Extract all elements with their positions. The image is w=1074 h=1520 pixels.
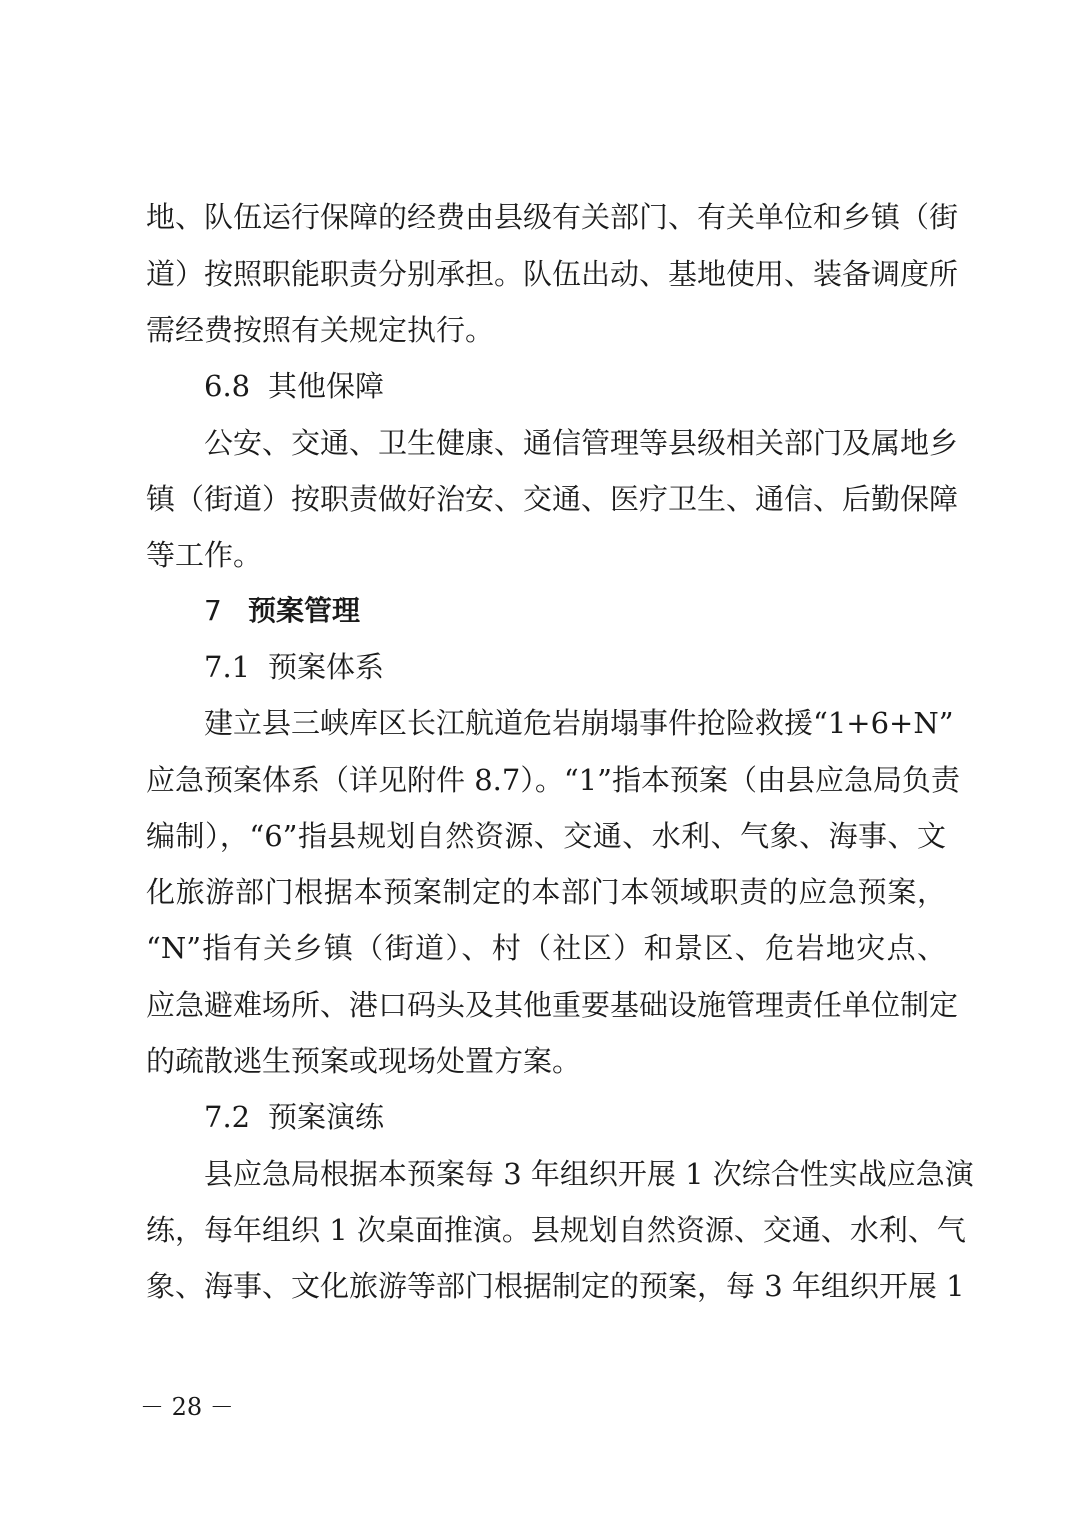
paragraph-line: 县应急局根据本预案每 3 年组织开展 1 次综合性实战应急演 <box>204 1157 974 1191</box>
section-number: 7.1 <box>204 650 251 684</box>
paragraph-line: 地、队伍运行保障的经费由县级有关部门、有关单位和乡镇（街 <box>146 200 959 234</box>
paragraph-line: 道）按照职能职责分别承担。队伍出动、基地使用、装备调度所 <box>146 257 959 291</box>
section-number: 7.2 <box>204 1100 251 1134</box>
section-number: 6.8 <box>204 369 251 403</box>
section-title: 其他保障 <box>268 369 385 403</box>
paragraph-line: 需经费按照有关规定执行。 <box>146 313 495 347</box>
section-heading-7 <box>204 591 360 631</box>
paragraph-line: 公安、交通、卫生健康、通信管理等县级相关部门及属地乡 <box>204 426 959 460</box>
paragraph-line: 编制），“6”指县规划自然资源、交通、水利、气象、海事、文 <box>146 819 946 853</box>
section-title: 预案演练 <box>268 1100 385 1134</box>
paragraph-line: 练，每年组织 1 次桌面推演。县规划自然资源、交通、水利、气 <box>146 1213 966 1247</box>
paragraph-line: 象、海事、文化旅游等部门根据制定的预案，每 3 年组织开展 1 <box>146 1269 965 1303</box>
page-number: － 28 － <box>140 1393 234 1421</box>
section-title: 预案管理 <box>248 594 361 627</box>
paragraph-line: 化旅游部门根据本预案制定的本部门本领域职责的应急预案， <box>146 875 946 909</box>
paragraph-line: 应急避难场所、港口码头及其他重要基础设施管理责任单位制定 <box>146 988 959 1022</box>
paragraph-line: 应急预案体系（详见附件 8.7）。“1”指本预案（由县应急局负责 <box>146 763 960 797</box>
paragraph-line: 等工作。 <box>146 538 263 572</box>
paragraph-line: 建立县三峡库区长江航道危岩崩塌事件抢险救援“1+6+N” <box>204 706 954 740</box>
paragraph-line: 的疏散逃生预案或现场处置方案。 <box>146 1044 582 1078</box>
section-heading-6-8 <box>204 366 384 406</box>
section-title: 预案体系 <box>268 650 385 684</box>
section-number: 7 <box>204 594 222 627</box>
section-heading-7-2 <box>204 1097 384 1137</box>
paragraph-line: 镇（街道）按职责做好治安、交通、医疗卫生、通信、后勤保障 <box>146 482 959 516</box>
section-heading-7-1 <box>204 647 384 687</box>
paragraph-line: “N”指有关乡镇（街道）、村（社区）和景区、危岩地灾点、 <box>146 931 946 965</box>
